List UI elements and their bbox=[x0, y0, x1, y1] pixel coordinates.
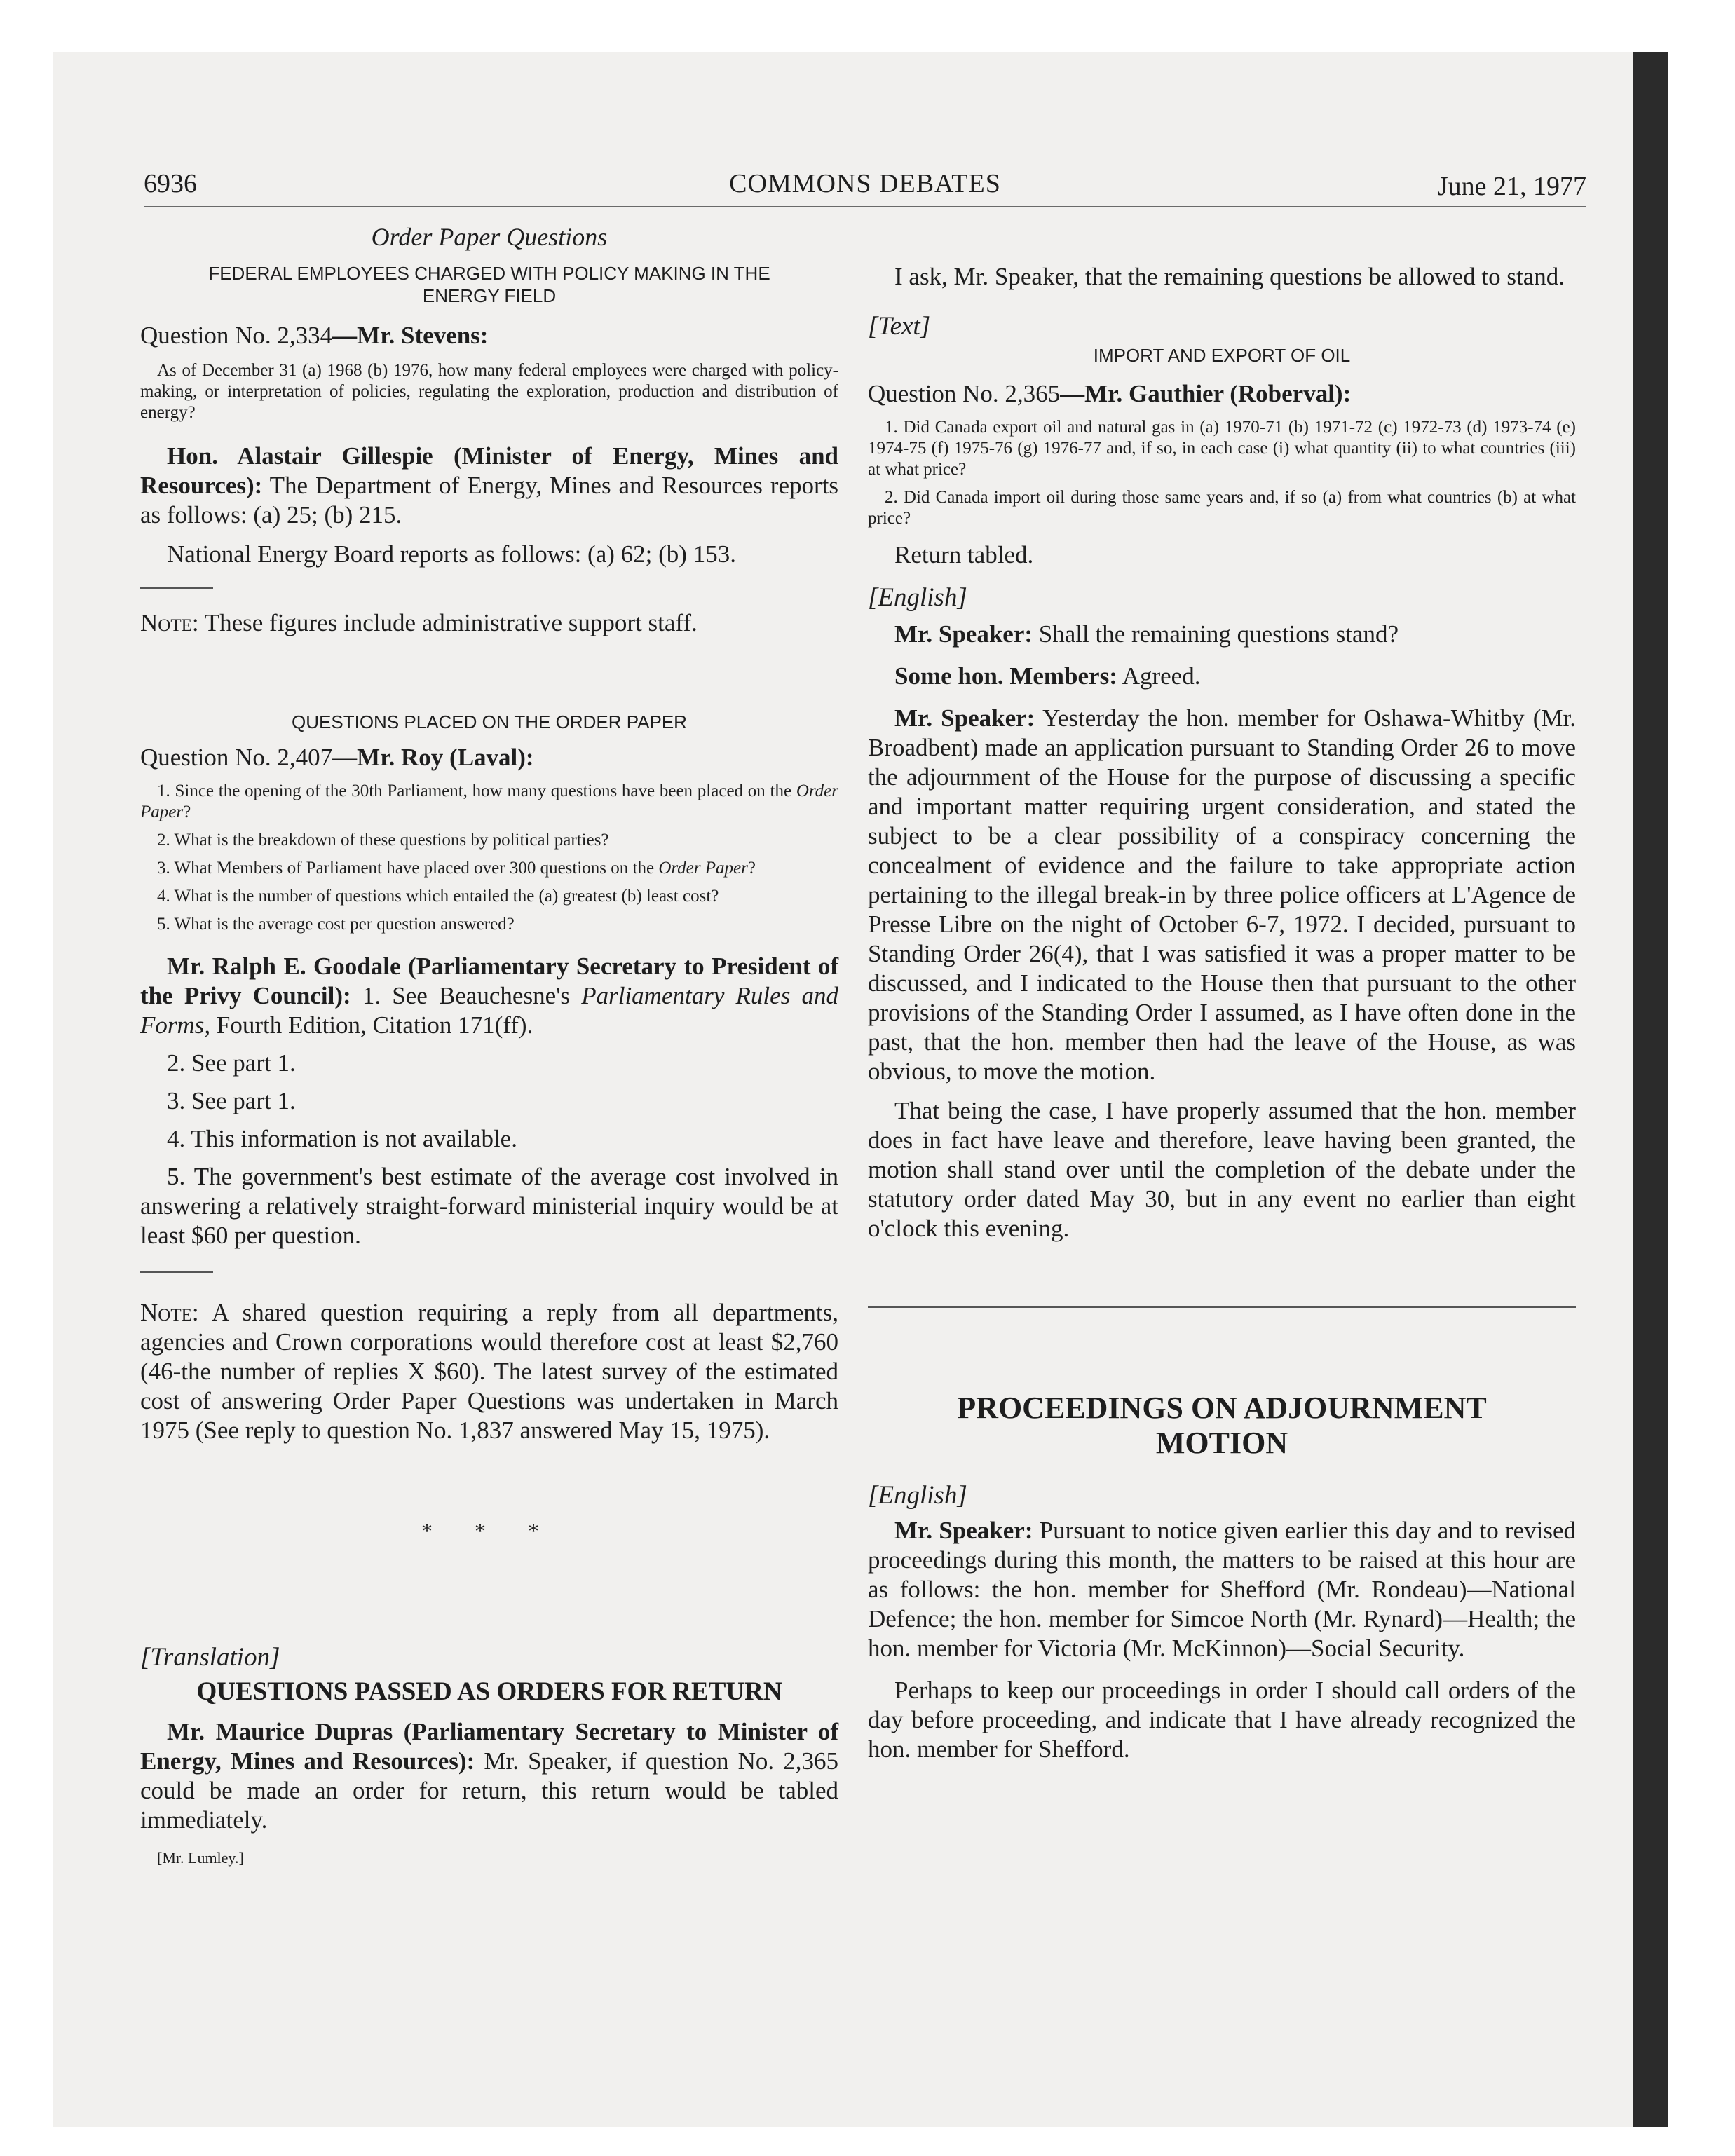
q1-text: As of December 31 (a) 1968 (b) 1976, how many federal employees were charged with policy-making, or interpretation of policies, regulating the exploration, production and distribution of energy? bbox=[140, 361, 838, 422]
q2-number: Question No. 2,407 bbox=[140, 744, 333, 771]
q3-item-1: 1. Did Canada export oil and natural gas in (a) 1970-71 (b) 1971-72 (c) 1972-73 (d) 1973-74 (e) 1974-75 (f) 1975-76 (g) 1976-77 and, if so, in each case (i) what quantity (ii) to what countries (iii) at what price? bbox=[868, 418, 1576, 479]
q1-answer-2: National Energy Board reports as follows: (a) 62; (b) 153. bbox=[167, 540, 736, 568]
q1-answer-speaker: Hon. Alastair Gillespie (Minister of Energy, Mines and Resources): bbox=[140, 442, 838, 499]
orders-title: QUESTIONS PASSED AS ORDERS FOR RETURN bbox=[196, 1677, 782, 1706]
q3-asker: —Mr. Gauthier (Roberval): bbox=[1060, 380, 1352, 407]
q2-note bbox=[140, 1298, 838, 1445]
q2-note-label: Note: bbox=[140, 1299, 199, 1326]
q2-separator bbox=[140, 1271, 213, 1273]
q2-answer-speaker: Mr. Ralph E. Goodale (Parliamentary Secretary to President of the Privy Council): bbox=[140, 953, 838, 1009]
q2-item-1-em: Order Paper bbox=[140, 782, 838, 821]
section-rule bbox=[868, 1306, 1576, 1308]
q2-answer-4: 4. This information is not available. bbox=[167, 1125, 517, 1152]
intro-paragraph: I ask, Mr. Speaker, that the remaining questions be allowed to stand. bbox=[894, 263, 1565, 290]
speaker-label: Mr. Speaker: bbox=[894, 620, 1033, 648]
q3-return: Return tabled. bbox=[894, 541, 1034, 568]
dupras-paragraph bbox=[140, 1717, 838, 1835]
q2-answer-2: 2. See part 1. bbox=[167, 1049, 296, 1077]
perhaps-paragraph: Perhaps to keep our proceedings in order I should call orders of the day before proceeding, and indicate that I have already recognized the hon. member for Shefford. bbox=[868, 1677, 1576, 1763]
binding-edge bbox=[1633, 52, 1668, 2127]
section-stars: * * * bbox=[421, 1518, 557, 1543]
speaker-question-text: Shall the remaining questions stand? bbox=[1033, 620, 1399, 648]
speaker-ruling bbox=[868, 704, 1576, 1086]
q2-item-4: 4. What is the number of questions which entailed the (a) greatest (b) least cost? bbox=[157, 887, 719, 906]
english-tag-1: [English] bbox=[868, 583, 967, 612]
q1-answer bbox=[140, 442, 838, 530]
q1-asker: —Mr. Stevens: bbox=[332, 322, 489, 349]
q2-item-1-end: ? bbox=[183, 803, 191, 821]
q1-heading: FEDERAL EMPLOYEES CHARGED WITH POLICY MAKING IN THE ENERGY FIELD bbox=[208, 263, 770, 306]
q2-item-5: 5. What is the average cost per question answered? bbox=[157, 915, 515, 934]
q2-item-1-text: 1. Since the opening of the 30th Parliament, how many questions have been placed on the bbox=[157, 782, 796, 800]
q2-heading: QUESTIONS PLACED ON THE ORDER PAPER bbox=[292, 711, 687, 732]
footer-note: [Mr. Lumley.] bbox=[157, 1849, 244, 1867]
q1-number-line bbox=[140, 321, 838, 350]
q3-number: Question No. 2,365 bbox=[868, 380, 1061, 407]
that-being-paragraph: That being the case, I have properly assumed that the hon. member does in fact have leave and therefore, leave having been granted, the motion shall stand over until the completion of the debate under the statutory order dated May 30, but in any event no earlier than eight o'clock this evening. bbox=[868, 1097, 1576, 1242]
q2-item-1 bbox=[140, 781, 838, 823]
pursuant-text: Pursuant to notice given earlier this day and to revised proceedings during this month, the matters to be raised at this hour are as follows: the hon. member for Shefford (Mr. Rondeau)—National Defence; the hon. member for Simcoe North (Mr. Rynard)—Health; the hon. member for Victoria (Mr. McKinnon)—Social Security. bbox=[868, 1517, 1576, 1662]
left-column bbox=[140, 221, 838, 1867]
publication-title: COMMONS DEBATES bbox=[729, 169, 1001, 198]
q2-answer-3: 3. See part 1. bbox=[167, 1087, 296, 1114]
speaker-question bbox=[868, 620, 1576, 649]
q2-note-text: A shared question requiring a reply from all departments, agencies and Crown corporations would therefore cost at least $2,760 (46-the number of replies X $60). The latest survey of the estimated cost of answering Order Paper Questions was undertaken in March 1975 (See reply to question No. 1,837 answered May 15, 1975). bbox=[140, 1299, 838, 1444]
q2-answer-5: 5. The government's best estimate of the average cost involved in answering a relatively straight-forward ministerial inquiry would be at least $60 per question. bbox=[140, 1163, 838, 1249]
publication-date: June 21, 1977 bbox=[1437, 172, 1586, 201]
q1-separator bbox=[140, 587, 213, 589]
page-header bbox=[144, 165, 1586, 207]
q2-answer-1-em: Parliamentary Rules and Forms, bbox=[140, 982, 838, 1039]
right-column bbox=[868, 221, 1576, 1764]
q2-asker: —Mr. Roy (Laval): bbox=[332, 744, 534, 771]
q2-item-2: 2. What is the breakdown of these questions by political parties? bbox=[157, 831, 609, 850]
q2-answer-1-end: Fourth Edition, Citation 171(ff). bbox=[210, 1011, 533, 1039]
dupras-speaker: Mr. Maurice Dupras (Parliamentary Secretary to Minister of Energy, Mines and Resources): bbox=[140, 1718, 838, 1775]
page-number: 6936 bbox=[144, 169, 197, 198]
pursuant-label: Mr. Speaker: bbox=[894, 1517, 1033, 1544]
text-tag: [Text] bbox=[868, 312, 931, 341]
q2-item-3-text: 3. What Members of Parliament have placed over 300 questions on the bbox=[157, 859, 659, 878]
translation-tag: [Translation] bbox=[140, 1643, 280, 1672]
q1-answer-text: The Department of Energy, Mines and Resources reports as follows: (a) 25; (b) 215. bbox=[140, 472, 838, 528]
section-title: Order Paper Questions bbox=[371, 223, 608, 251]
q2-item-3 bbox=[140, 858, 838, 879]
q2-item-3-em: Order Paper bbox=[658, 859, 748, 878]
q1-number: Question No. 2,334 bbox=[140, 322, 333, 349]
members-text: Agreed. bbox=[1117, 662, 1201, 690]
speaker-ruling-text: Yesterday the hon. member for Oshawa-Whitby (Mr. Broadbent) made an application pursuant to Standing Order 26 to move the adjournment of the House for the purpose of discussing a specific and important matter requiring urgent consideration, and stated the subject to be a clear possibility of a conspiracy concerning the concealment of evidence and the failure to take appropriate action pertaining to the illegal break-in by three police officers at L'Agence de Presse Libre on the night of October 6-7, 1972. I decided, pursuant to Standing Order 26(4), that I was satisfied it was a proper matter to be discussed, and I indicated to the House then that pursuant to the other provisions of the Standing Order I assumed, as I have often done in the past, that the hon. member then had the leave of the House, as was obvious, to move the motion. bbox=[868, 704, 1576, 1085]
q2-answer-1-text: 1. See Beauchesne's bbox=[351, 982, 582, 1009]
speaker-ruling-label: Mr. Speaker: bbox=[894, 704, 1035, 732]
english-tag-2: [English] bbox=[868, 1481, 967, 1510]
q3-item-2: 2. Did Canada import oil during those same years and, if so (a) from what countries (b) at what price? bbox=[868, 488, 1576, 528]
q2-item-3-end: ? bbox=[747, 859, 756, 878]
pursuant-paragraph bbox=[868, 1516, 1576, 1663]
q3-heading: IMPORT AND EXPORT OF OIL bbox=[1093, 345, 1351, 366]
members-label: Some hon. Members: bbox=[894, 662, 1117, 690]
q1-note-text: These figures include administrative support staff. bbox=[198, 609, 698, 636]
members-reply bbox=[868, 662, 1576, 691]
q2-number-line bbox=[140, 743, 838, 772]
q1-note bbox=[140, 608, 838, 638]
dupras-text: Mr. Speaker, if question No. 2,365 could be made an order for return, this return would be tabled immediately. bbox=[140, 1747, 838, 1834]
proceedings-title: PROCEEDINGS ON ADJOURNMENT MOTION bbox=[957, 1391, 1487, 1460]
q3-number-line bbox=[868, 379, 1576, 409]
q1-note-label: Note: bbox=[140, 609, 199, 636]
q2-answer bbox=[140, 952, 838, 1040]
